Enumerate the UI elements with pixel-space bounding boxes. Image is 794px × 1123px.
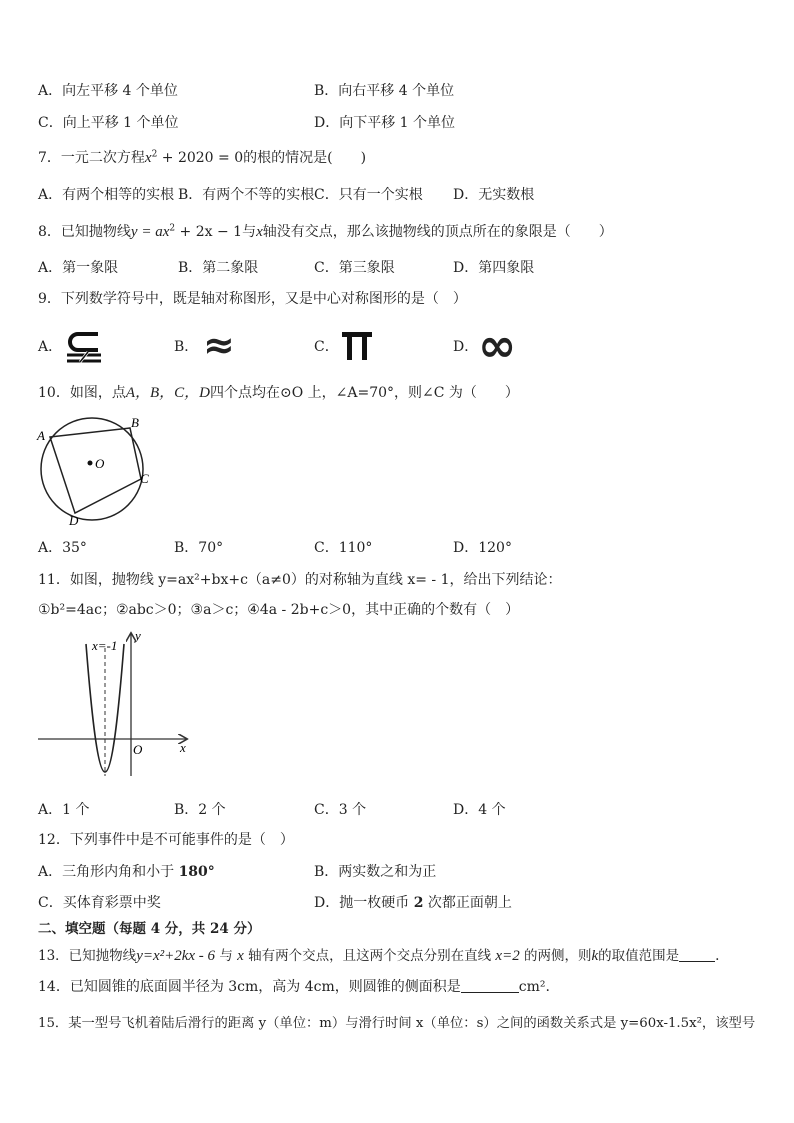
q9-option-c-label: C． [314, 339, 339, 355]
approx-symbol: ≈ [203, 323, 235, 367]
label-o: O [95, 456, 105, 471]
q9-option-b-label: B． [174, 339, 199, 355]
q13-answer-blank[interactable] [679, 947, 715, 962]
q7-option-c: C．只有一个实根 [314, 187, 423, 203]
q7-option-a: A．有两个相等的实根 [38, 187, 175, 203]
q14-text: 14．已知圆锥的底面圆半径为 3cm，高为 4cm，则圆锥的侧面积是 cm². [38, 979, 550, 995]
q12-stem: 12．下列事件中是不可能事件的是（ ） [38, 832, 294, 848]
axis-label: x=-1 [92, 638, 118, 653]
q15-text: 15．某一型号飞机着陆后滑行的距离 y（单位：m）与滑行时间 x（单位：s）之间的函数关系式是 y=60x-1.5x²，该型号 [38, 1016, 756, 1031]
q7-option-b: B．有两个不等的实根 [178, 187, 315, 203]
q12-option-b: B．两实数之和为正 [314, 864, 437, 880]
center-dot [88, 461, 93, 466]
q14-answer-blank[interactable] [461, 978, 519, 993]
label-c: C [140, 471, 149, 486]
q12-option-c: C．买体育彩票中奖 [38, 895, 161, 911]
q7-stem: 7．一元二次方程$x^2 + 2020 = 0$的根的情况是( ) [38, 149, 367, 166]
label-x: x [180, 740, 186, 755]
infinity-symbol: ∞ [478, 318, 517, 372]
q8-option-a: A．第一象限 [38, 260, 119, 276]
pi-symbol [341, 330, 373, 366]
q11-option-a: A．1 个 [38, 802, 90, 818]
q10-option-a: A．35° [38, 540, 87, 556]
q11-stem-line2: ①b²=4ac；②abc＞0；③a＞c；④4a - 2b+c＞0，其中正确的个数有（ ） [38, 602, 520, 618]
q10-option-c: C．110° [314, 540, 373, 556]
q9-option-d-label: D． [453, 339, 479, 355]
q12-option-a: A．三角形内角和小于 180° [38, 864, 215, 880]
q6-option-a: A．向左平移 4 个单位 [38, 83, 178, 99]
q6-option-b: B．向右平移 4 个单位 [314, 83, 455, 99]
q9-option-a-label: A． [38, 339, 63, 355]
q8-stem: 8．已知抛物线$y = ax^2 + 2x - 1$与x轴没有交点，那么该抛物线的顶点所在的象限是（ ） [38, 223, 613, 240]
q11-option-d: D．4 个 [453, 802, 506, 818]
q10-option-b: B．70° [174, 540, 224, 556]
section-heading-fill-blank: 二、填空题（每题 4 分，共 24 分） [38, 921, 261, 937]
q11-option-c: C．3 个 [314, 802, 367, 818]
q8-option-c: C．第三象限 [314, 260, 395, 276]
q10-stem: 10．如图，点A，B，C，D四个点均在⊙O 上，∠A=70°，则∠C 为（ ） [38, 385, 519, 401]
q9-stem: 9．下列数学符号中，既是轴对称图形，又是中心对称图形的是（ ） [38, 291, 467, 307]
q6-option-c: C．向上平移 1 个单位 [38, 115, 179, 131]
q11-parabola-figure [34, 630, 194, 784]
q8-option-d: D．第四象限 [453, 260, 535, 276]
label-a: A [37, 428, 45, 443]
label-y: y [135, 630, 141, 643]
q12-option-d: D．抛一枚硬币 2 次都正面朝上 [314, 895, 512, 911]
label-d: D [69, 513, 79, 528]
q13-text: 13．已知抛物线y=x²+2kx - 6 与 x 轴有两个交点，且这两个交点分别在直线 x=2 的两侧，则k的取值范围是 . [38, 948, 720, 964]
q7-option-d: D．无实数根 [453, 187, 535, 203]
q10-circle-figure [34, 416, 152, 535]
q8-option-b: B．第二象限 [178, 260, 259, 276]
q10-option-d: D．120° [453, 540, 512, 556]
q11-stem-line1: 11．如图，抛物线 y=ax²+bx+c（a≠0）的对称轴为直线 x= - 1，给出下列结论： [38, 572, 562, 588]
label-b: B [131, 416, 139, 430]
q11-option-b: B．2 个 [174, 802, 226, 818]
label-o: O [133, 742, 143, 757]
subset-neq-symbol [64, 331, 104, 367]
q6-option-d: D．向下平移 1 个单位 [314, 115, 456, 131]
